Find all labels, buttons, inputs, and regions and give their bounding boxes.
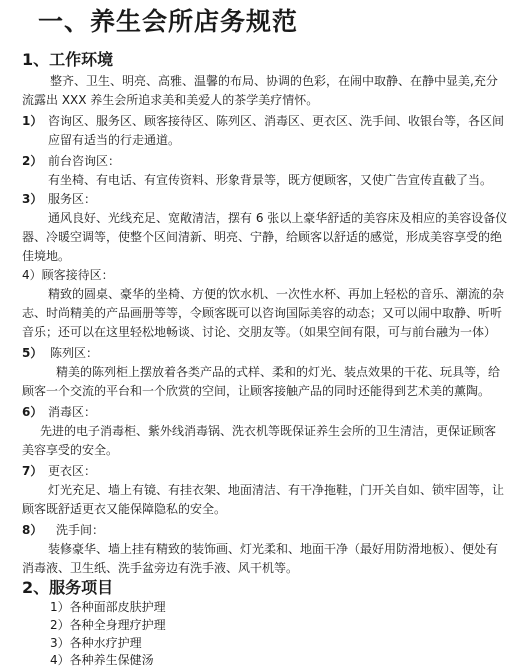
item-text: 顾客既舒适更衣又能保障隐私的安全。 (22, 502, 227, 516)
item-number: 2） (22, 154, 43, 168)
item-text: 消毒液、卫生纸、洗手盆旁边有洗手液、风干机等。 (22, 561, 299, 575)
item-number: 3） (22, 192, 43, 206)
item-text: 精美的陈列柜上摆放着各类产品的式样、柔和的灯光、装点效果的干花、玩具等，给 (56, 365, 501, 379)
item-title: 更衣区： (48, 464, 97, 478)
item-title: 前台咨询区： (48, 154, 121, 168)
section-heading-services: 2、服务项目 (22, 578, 114, 597)
item-text: 有坐椅、有电话、有宣传资料、形象背景等，既方便顾客，又使广告宣传直截了当。 (48, 173, 493, 187)
item-number: 5） (22, 346, 43, 360)
intro-line: 整齐、卫生、明亮、高雅、温馨的布局、协调的色彩，在闹中取静、在静中显美,充分 (50, 74, 498, 88)
service-item: 3）各种水疗护理 (50, 636, 142, 650)
item-title: 陈列区： (50, 346, 99, 360)
item-title: 洗手间： (56, 523, 105, 537)
document-title: 一、养生会所店务规范 (38, 7, 299, 36)
section-heading-work-environment: 1、工作环境 (22, 50, 114, 69)
service-item: 4）各种养生保健汤 (50, 653, 154, 667)
item-number: 8） (22, 523, 43, 537)
item-heading: 4）顾客接待区： (22, 268, 114, 282)
item-title: 消毒区： (48, 405, 97, 419)
intro-line: 流露出 XXX 养生会所追求美和美爱人的茶学美疗情怀。 (22, 93, 319, 107)
item-text: 志、时尚精美的产品画册等等，令顾客既可以咨询国际美容的动态；又可以闹中取静、听听 (22, 306, 503, 320)
item-text: 灯光充足、墙上有镜、有挂衣架、地面清洁、有干净拖鞋，门开关自如、锁牢固等，让 (48, 483, 505, 497)
item-number: 7） (22, 464, 43, 478)
item-number: 6） (22, 405, 43, 419)
item-title: 服务区： (48, 192, 97, 206)
item-text: 音乐；还可以在这里轻松地畅谈、讨论、交朋友等。（如果空间有限，可与前台融为一体） (22, 325, 497, 339)
item-text: 咨询区、服务区、顾客接待区、陈列区、消毒区、更衣区、洗手间、收银台等，各区间 (48, 114, 505, 128)
service-item: 2）各种全身理疗护理 (50, 618, 166, 632)
item-text: 装修豪华、墙上挂有精致的装饰画、灯光柔和、地面干净（最好用防滑地板）、便处有 (48, 542, 499, 556)
item-text: 佳境地。 (22, 249, 71, 263)
item-number: 1） (22, 114, 43, 128)
item-text: 顾客一个交流的平台和一个欣赏的空间，让顾客接触产品的同时还能得到艺术美的薰陶。 (22, 384, 491, 398)
service-item: 1）各种面部皮肤护理 (50, 600, 166, 614)
item-text: 先进的电子消毒柜、紫外线消毒锅、洗衣机等既保证养生会所的卫生清洁，更保证顾客 (40, 424, 497, 438)
item-text: 美容享受的安全。 (22, 443, 119, 457)
item-text: 器、冷暖空调等，使整个区间清新、明亮、宁静，给顾客以舒适的感觉，形成美容享受的绝 (22, 230, 503, 244)
item-text: 通风良好、光线充足、宽敞清洁，摆有 6 张以上豪华舒适的美容床及相应的美容设备仪 (48, 211, 508, 225)
item-text: 精致的圆桌、豪华的坐椅、方便的饮水机、一次性水杯、再加上轻松的音乐、潮流的杂 (48, 287, 505, 301)
item-text: 应留有适当的行走通道。 (48, 133, 181, 147)
